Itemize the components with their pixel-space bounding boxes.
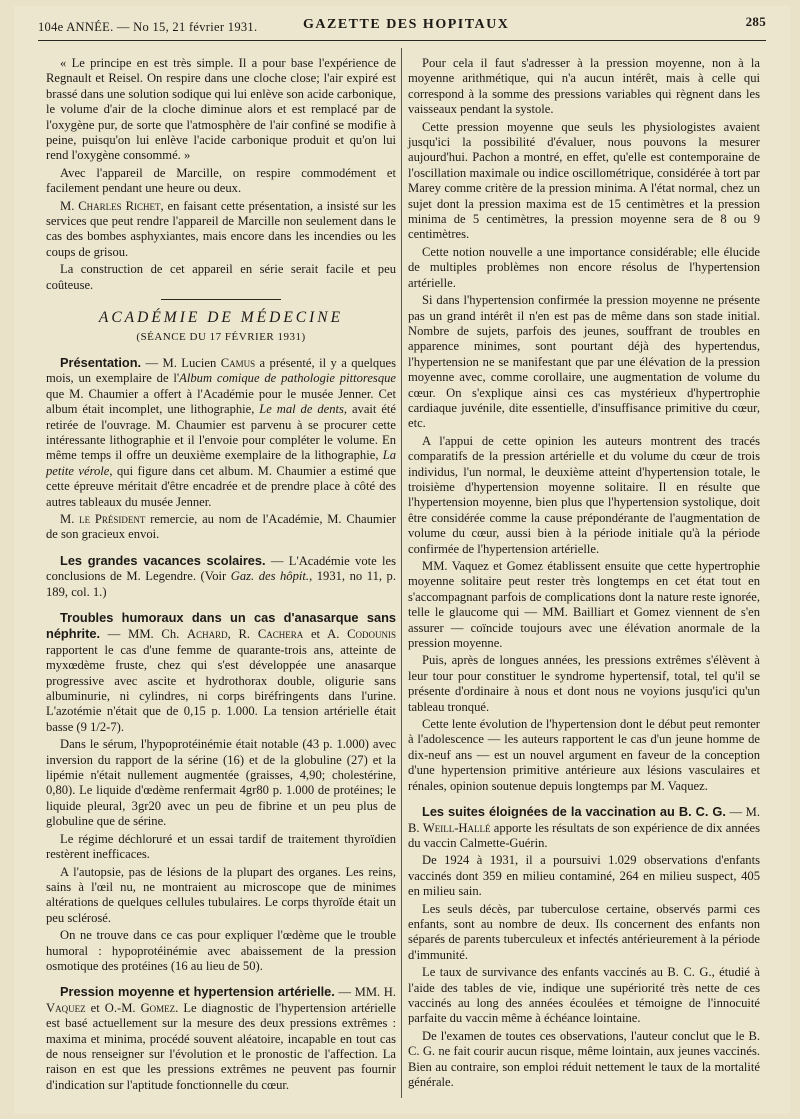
paragraph: Cette pression moyenne que seuls les physiologistes avaient jusqu'ici la possibilité d'évaluer, nous pouvons la mesurer aujourd'hui. Pachon a montré, en effet, qu'elle est contemporaine de l'oscillation maximale ou indice oscillométrique, considérée à tort par Marey comme critère de la pression minima. A l'état normal, chez un sujet dont la pression maxima est de 15 centimètres et la pression minima de 5 centimètres, la pression moyenne sera de 8 ou 9 centimètres. [408, 119, 760, 242]
paragraph: MM. Vaquez et Gomez établissent ensuite que cette hypertrophie moyenne solitaire peut rester très longtemps en cet état tout en s'accompagnant parfois de complications dont la nature reste ignorée, telle le glaucome qui — MM. Bailliart et Gomez viennent de s'en assurer — coïncide toujours avec une élévation anormale de la pression moyenne. [408, 559, 760, 651]
paragraph: Dans le sérum, l'hypoprotéinémie était notable (43 p. 1.000) avec inversion du rapport de la sérine (16) et de la globuline (27) et la lipémie n'était nullement augmentée (graisses, 4,90; cholestérine, 0,80). Le liquide d'œdème renfermait 4gr80 p. 1.000 de protéines; le liquide pleural, 3gr20 avec un peu de fibrine et un peu plus de globuline que de sérine. [46, 737, 396, 829]
paragraph: A l'appui de cette opinion les auteurs montrent des tracés comparatifs de la pression artérielle et du volume du cœur de trois individus, l'un normal, le deuxième atteint d'hypertension totale, le troisième d'hypertension moyenne solitaire. Il en résulte que l'hypertension moyenne, bien plus que l'hypertension systolique, doit être considérée comme la cause prépondérante de l'augmentation de volume du cœur, aussi bien à la période initiale qu'à la période confirmée de l'hypertension artérielle. [408, 433, 760, 556]
article-heading: Présentation. [60, 354, 142, 370]
article-heading: Pression moyenne et hypertension artérielle. [60, 984, 335, 1000]
column-divider [401, 48, 402, 1098]
session-date: (SÉANCE DU 17 FÉVRIER 1931) [136, 330, 306, 343]
issue-info: 104e ANNÉE. — No 15, 21 février 1931. [38, 20, 258, 34]
article-presentation: Présentation. — M. Lucien Camus a présenté, il y a quelques mois, un exemplaire de l'Album comique de pathologie pittoresque que M. Chaumier a offert à l'Académie pour le musée Jenner. Cet album était incomplet, une lithographie, Le mal de dents, avait été retirée de l'ouvrage. M. Chaumier est parvenu à se procurer cette intéressante lithographie et il l'envoie pour compléter le volume. En même temps il offre un deuxième exemplaire de la lithographie, La petite vérole, qui figure dans cet album. M. Chaumier a estimé que cette épreuve méritait d'être encadrée et de prendre place à côté des autres tableaux du musée Jenner. [46, 354, 397, 509]
article-pression: Pression moyenne et hypertension artérielle. — MM. H. Vaquez et O.-M. Gomez. Le diagnostic de l'hypertension artérielle est basé actuellement sur la mesure des deux pressions extrêmes : maxima et minima, procédé souvent aléatoire, incapable en tout cas de nous renseigner sur l'évolution et le pronostic de l'affection. La raison en est que les pressions extrêmes ne peuvent pas fournir d'indication sur l'aptitude fonctionnelle du cœur. [46, 984, 396, 1092]
paragraph: M. Charles Richet, en faisant cette présentation, a insisté sur les services que peut rendre l'appareil de Marcille non seulement dans le cas des bombes asphyxiantes, mais encore dans les incendies ou les coups de grisou. [46, 198, 397, 259]
paragraph: De l'examen de toutes ces observations, l'auteur conclut que le B. C. G. ne fait courir aucun risque, même lointain, aux jeunes vaccinés. Bien au contraire, son emploi réduit nettement le taux de la mortalité générale. [408, 1028, 760, 1089]
paragraph: Le taux de survivance des enfants vaccinés au B. C. G., étudié à l'aide des tables de vie, indique une supériorité très nette de ces vaccinés au long des années écoulées et témoigne de l'innocuité parfaite du vaccin même à échéance lointaine. [408, 965, 760, 1026]
article-heading: Les suites éloignées de la vaccination au B. C. G. [422, 804, 726, 820]
paragraph: Avec l'appareil de Marcille, on respire commodément et facilement pendant une heure ou deux. [46, 165, 396, 196]
journal-title: GAZETTE DES HOPITAUX [303, 17, 510, 32]
right-column [408, 56, 760, 1092]
article-heading: Troubles humoraux dans un cas d'anasarque sans néphrite. [46, 610, 396, 642]
paragraph: M. le Président remercie, au nom de l'Académie, M. Chaumier de son gracieux envoi. [46, 511, 396, 542]
paragraph: De 1924 à 1931, il a poursuivi 1.029 observations d'enfants vaccinés dont 359 en milieu contaminé, 264 en milieu suspect, 405 en milieu sain. [408, 853, 760, 899]
article-troubles: Troubles humoraux dans un cas d'anasarque sans néphrite. — MM. Ch. Achard, R. Cachera et A. Codounis rapportent le cas d'une femme de quarante-trois ans, atteinte de myxœdème fruste, chez qui s'est développée une anasarque progressive avec ascite et hydrothorax double, oligurie sans albuminurie, ni cylindres, ni corps biréfringents dans l'urine. L'azotémie n'était que de 0,15 p. 1.000. La tension artérielle était basse (9 1/2-7). [46, 610, 396, 734]
article-vacances: Les grandes vacances scolaires. — L'Académie vote les conclusions de M. Legendre. (Voir Gaz. des hôpit., 1931, no 11, p. 189, col. 1.) [46, 552, 396, 599]
paragraph: Puis, après de longues années, les pressions extrêmes s'élèvent à leur tour pour constituer le syndrome hypertensif, total, tel qu'il se présente d'ordinaire à nous et dont nous ne voyions jusqu'ici qu'un tableau tronqué. [408, 653, 760, 714]
author-name: M. Charles Richet, [60, 198, 164, 213]
left-column [46, 56, 396, 1095]
paragraph: Si dans l'hypertension confirmée la pression moyenne ne présente pas un grand intérêt il n'en est pas de même dans son stade initial. Nombre de sujets, parfois des jeunes, souffrant de troubles en apparence minimes, sont pourtant déjà des hypertendus, l'hypertension ne se manifestant que par une élévation de la pression moyenne avec, comme corollaire, une augmentation de volume du cœur. On s'explique ainsi ces cas mystérieux d'hypertrophie cardiaque juvénile, dite essentielle, d'insuffisance primitive du cœur, etc. [408, 293, 760, 431]
paragraph: La construction de cet appareil en série serait facile et peu coûteuse. [46, 262, 396, 292]
page-number: 285 [745, 14, 766, 29]
paragraph: On ne trouve dans ce cas pour expliquer l'œdème que le trouble humoral : hypoprotéinémie avec abaissement de la pression osmotique des protéines (16 au lieu de 50). [46, 928, 396, 973]
page-header [38, 14, 766, 41]
paragraph: Cette notion nouvelle a une importance considérable; elle élucide de multiples problèmes non encore résolus de l'hypertension artérielle. [408, 244, 760, 290]
article-heading: Les grandes vacances scolaires. [60, 552, 266, 568]
section-title: ACADÉMIE DE MÉDECINE [98, 309, 344, 327]
paragraph: « Le principe en est très simple. Il a pour base l'expérience de Regnault et Reisel. On respire dans une cloche close; l'air expiré est brassé dans une solution sodique qui lui enlève son acide carbonique, le volume d'air de la cloche diminue alors et est remplacé par de l'oxygène pur, de sorte que l'atmosphère de l'air confiné se modifie à peine, puisqu'on lui enlève l'acide carbonique produit et qu'on lui rend l'oxygène consommé. » [46, 56, 396, 163]
paragraph: Le régime déchloruré et un essai tardif de traitement thyroïdien restèrent inefficaces. [46, 831, 396, 862]
paragraph: Les seuls décès, par tuberculose certaine, observés parmi ces enfants, sont au nombre de deux. Ils concernent des enfants non séparés de parents tuberculeux et infectés antérieurement à la période d'immunité. [408, 901, 760, 962]
article-bcg: Les suites éloignées de la vaccination au B. C. G. — M. B. Weill-Hallé apporte les résultats de son expérience de dix années du vaccin Calmette-Guérin. [408, 804, 760, 850]
paragraph: Cette lente évolution de l'hypertension dont le début peut remonter à l'adolescence — les auteurs rapportent le cas d'un jeune homme de dix-neuf ans — est un nouvel argument en faveur de la conception d'une hypertension primitive antérieure aux lésions vasculaires et rénales, opinion soutenue depuis longtemps par M. Vaquez. [408, 717, 760, 793]
paragraph: Pour cela il faut s'adresser à la pression moyenne, non à la moyenne arithmétique, qui n'a aucun intérêt, mais à celle qui correspond à la somme des pressions variables qui règnent dans les vaisseaux pendant la systole. [408, 56, 760, 117]
section-rule [161, 299, 281, 300]
paragraph: A l'autopsie, pas de lésions de la plupart des organes. Les reins, sains à l'œil nu, ne montraient au microscope que de minimes altérations de quelques cellules tubulaires. Le corps thyroïde était un peu sclérosé. [46, 864, 396, 925]
